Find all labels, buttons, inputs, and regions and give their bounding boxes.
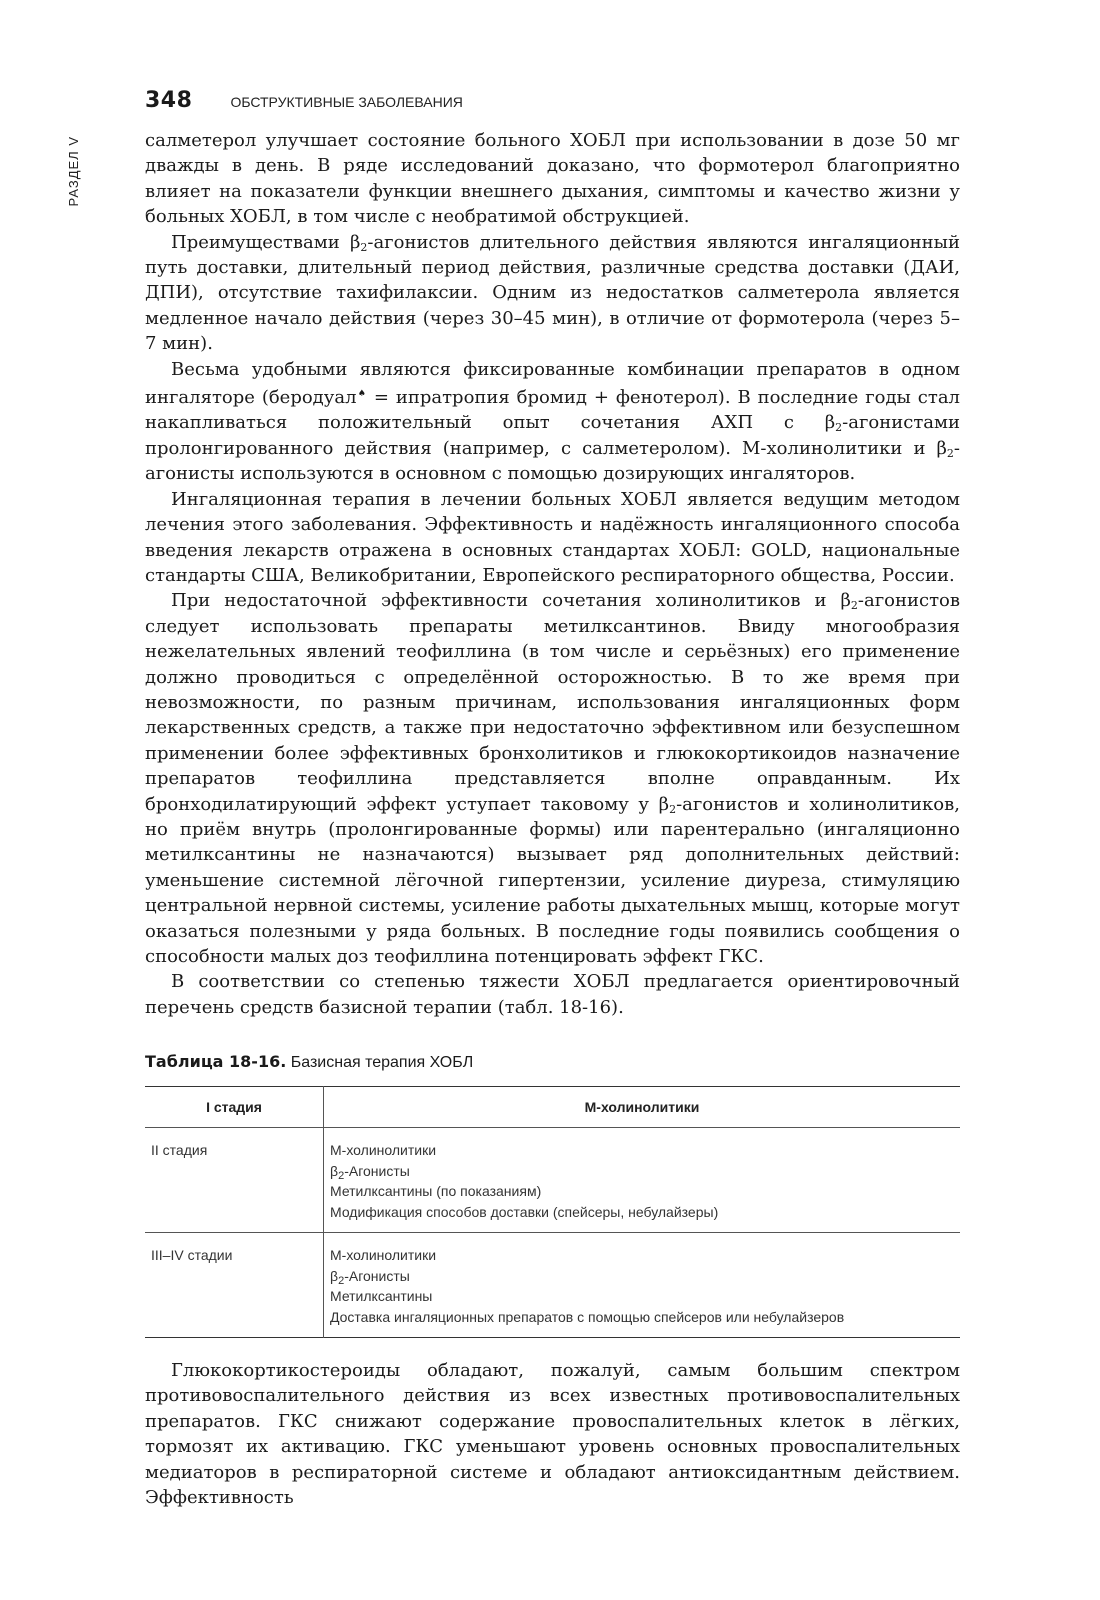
section-label: РАЗДЕЛ V — [66, 136, 81, 207]
stage-cell: III–IV стадии — [145, 1233, 324, 1338]
table-number: Таблица 18-16. — [145, 1052, 287, 1071]
therapy-item: Метилксантины (по показаниям) — [330, 1183, 542, 1199]
therapy-item: М-холинолитики — [330, 1142, 437, 1158]
table-row — [145, 1128, 960, 1233]
therapy-item: М-холинолитики — [330, 1247, 437, 1263]
body-text-continued — [145, 1358, 960, 1510]
paragraph: Глюкокортикостероиды обладают, пожалуй, самым большим спектром противовоспалительного действия из всех известных противовоспалительных препаратов. ГКС снижают содержание провоспалительных клеток в лёгких, тормозят их активацию. ГКС уменьшают уровень основных провоспалительных медиаторов в респираторной системе и обладают антиоксидантным действием. Эффективность — [145, 1360, 960, 1509]
therapy-item: Доставка ингаляционных препаратов с помощью спейсеров или небулайзеров — [330, 1308, 845, 1325]
paragraph: салметерол улучшает состояние больного ХОБЛ при использовании в дозе 50 мг дважды в день. В ряде исследований доказано, что формотерол благоприятно влияет на показатели функции внешнего дыхания, симптомы и качество жизни у больных ХОБЛ, в том числе с необратимой обструкцией. — [145, 130, 960, 228]
header-therapy: М-холинолитики — [324, 1087, 961, 1128]
body-text — [145, 128, 960, 1020]
header-stage: I стадия — [145, 1087, 324, 1128]
paragraph: Весьма удобными являются фиксированные комбинации препаратов в одном ингаляторе (беродуал♠ = ипратропия бромид + фенотерол). В последние годы стал накапливаться положительный опыт сочетания АХП с $\beta_2$-агонистами пролонгированного действия (например, с салметеролом). М-холинолитики и $\beta_2$-агонисты используются в основном с помощью дозирующих ингаляторов. — [145, 358, 960, 485]
page-number: 348 — [145, 88, 193, 113]
therapy-item: Модификация способов доставки (спейсеры, небулайзеры) — [330, 1203, 719, 1220]
page-header — [145, 88, 463, 113]
table-caption — [145, 1052, 473, 1072]
registered-drug-mark: ♠ — [356, 389, 367, 400]
therapy-item: Метилксантины — [330, 1288, 433, 1304]
table-header-row — [145, 1087, 960, 1128]
therapy-cell — [324, 1128, 961, 1233]
therapy-item: $\beta_2$-Агонисты — [330, 1162, 410, 1182]
table-row — [145, 1233, 960, 1338]
therapy-cell — [324, 1233, 961, 1338]
paragraph: Преимуществами $\beta_2$-агонистов длительного действия являются ингаляционный путь доставки, длительный период действия, различные средства доставки (ДАИ, ДПИ), отсутствие тахифилаксии. Одним из недостатков салметерола является медленное начало действия (через 30–45 мин), в отличие от формотерола (через 5–7 мин). — [145, 231, 960, 355]
stage-cell: II стадия — [145, 1128, 324, 1233]
paragraph: В соответствии со степенью тяжести ХОБЛ предлагается ориентировочный перечень средств базисной терапии (табл. 18-16). — [145, 971, 960, 1018]
paragraph: Ингаляционная терапия в лечении больных ХОБЛ является ведущим методом лечения этого заболевания. Эффективность и надёжность ингаляционного способа введения лекарств отражена в основных стандартах ХОБЛ: GOLD, национальные стандарты США, Великобритании, Европейского респираторного общества, России. — [145, 488, 960, 586]
therapy-item: $\beta_2$-Агонисты — [330, 1267, 410, 1287]
therapy-table — [145, 1086, 960, 1338]
paragraph: При недостаточной эффективности сочетания холинолитиков и $\beta_2$-агонистов следует использовать препараты метилксантинов. Ввиду многообразия нежелательных явлений теофиллина (в том числе и серьёзных) его применение должно проводиться с определённой осторожностью. В то же время при невозможности, по разным причинам, использования ингаляционных форм лекарственных средств, а также при недостаточно эффективном или безуспешном применении более эффективных бронхолитиков и глюкокортикоидов назначение препаратов теофиллина представляется вполне оправданным. Их бронходилатирующий эффект уступает таковому у $\beta_2$-агонистов и холинолитиков, но приём внутрь (пролонгированные формы) или парентерально (ингаляционно метилксантины не назначаются) вызывает ряд дополнительных действий: уменьшение системной лёгочной гипертензии, усиление диуреза, стимуляцию центральной нервной системы, усиление работы дыхательных мышц, которые могут оказаться полезными у ряда больных. В последние годы появились сообщения о способности малых доз теофиллина потенцировать эффект ГКС. — [145, 590, 960, 967]
table-title: Базисная терапия ХОБЛ — [286, 1054, 474, 1071]
running-head: ОБСТРУКТИВНЫЕ ЗАБОЛЕВАНИЯ — [230, 94, 463, 110]
